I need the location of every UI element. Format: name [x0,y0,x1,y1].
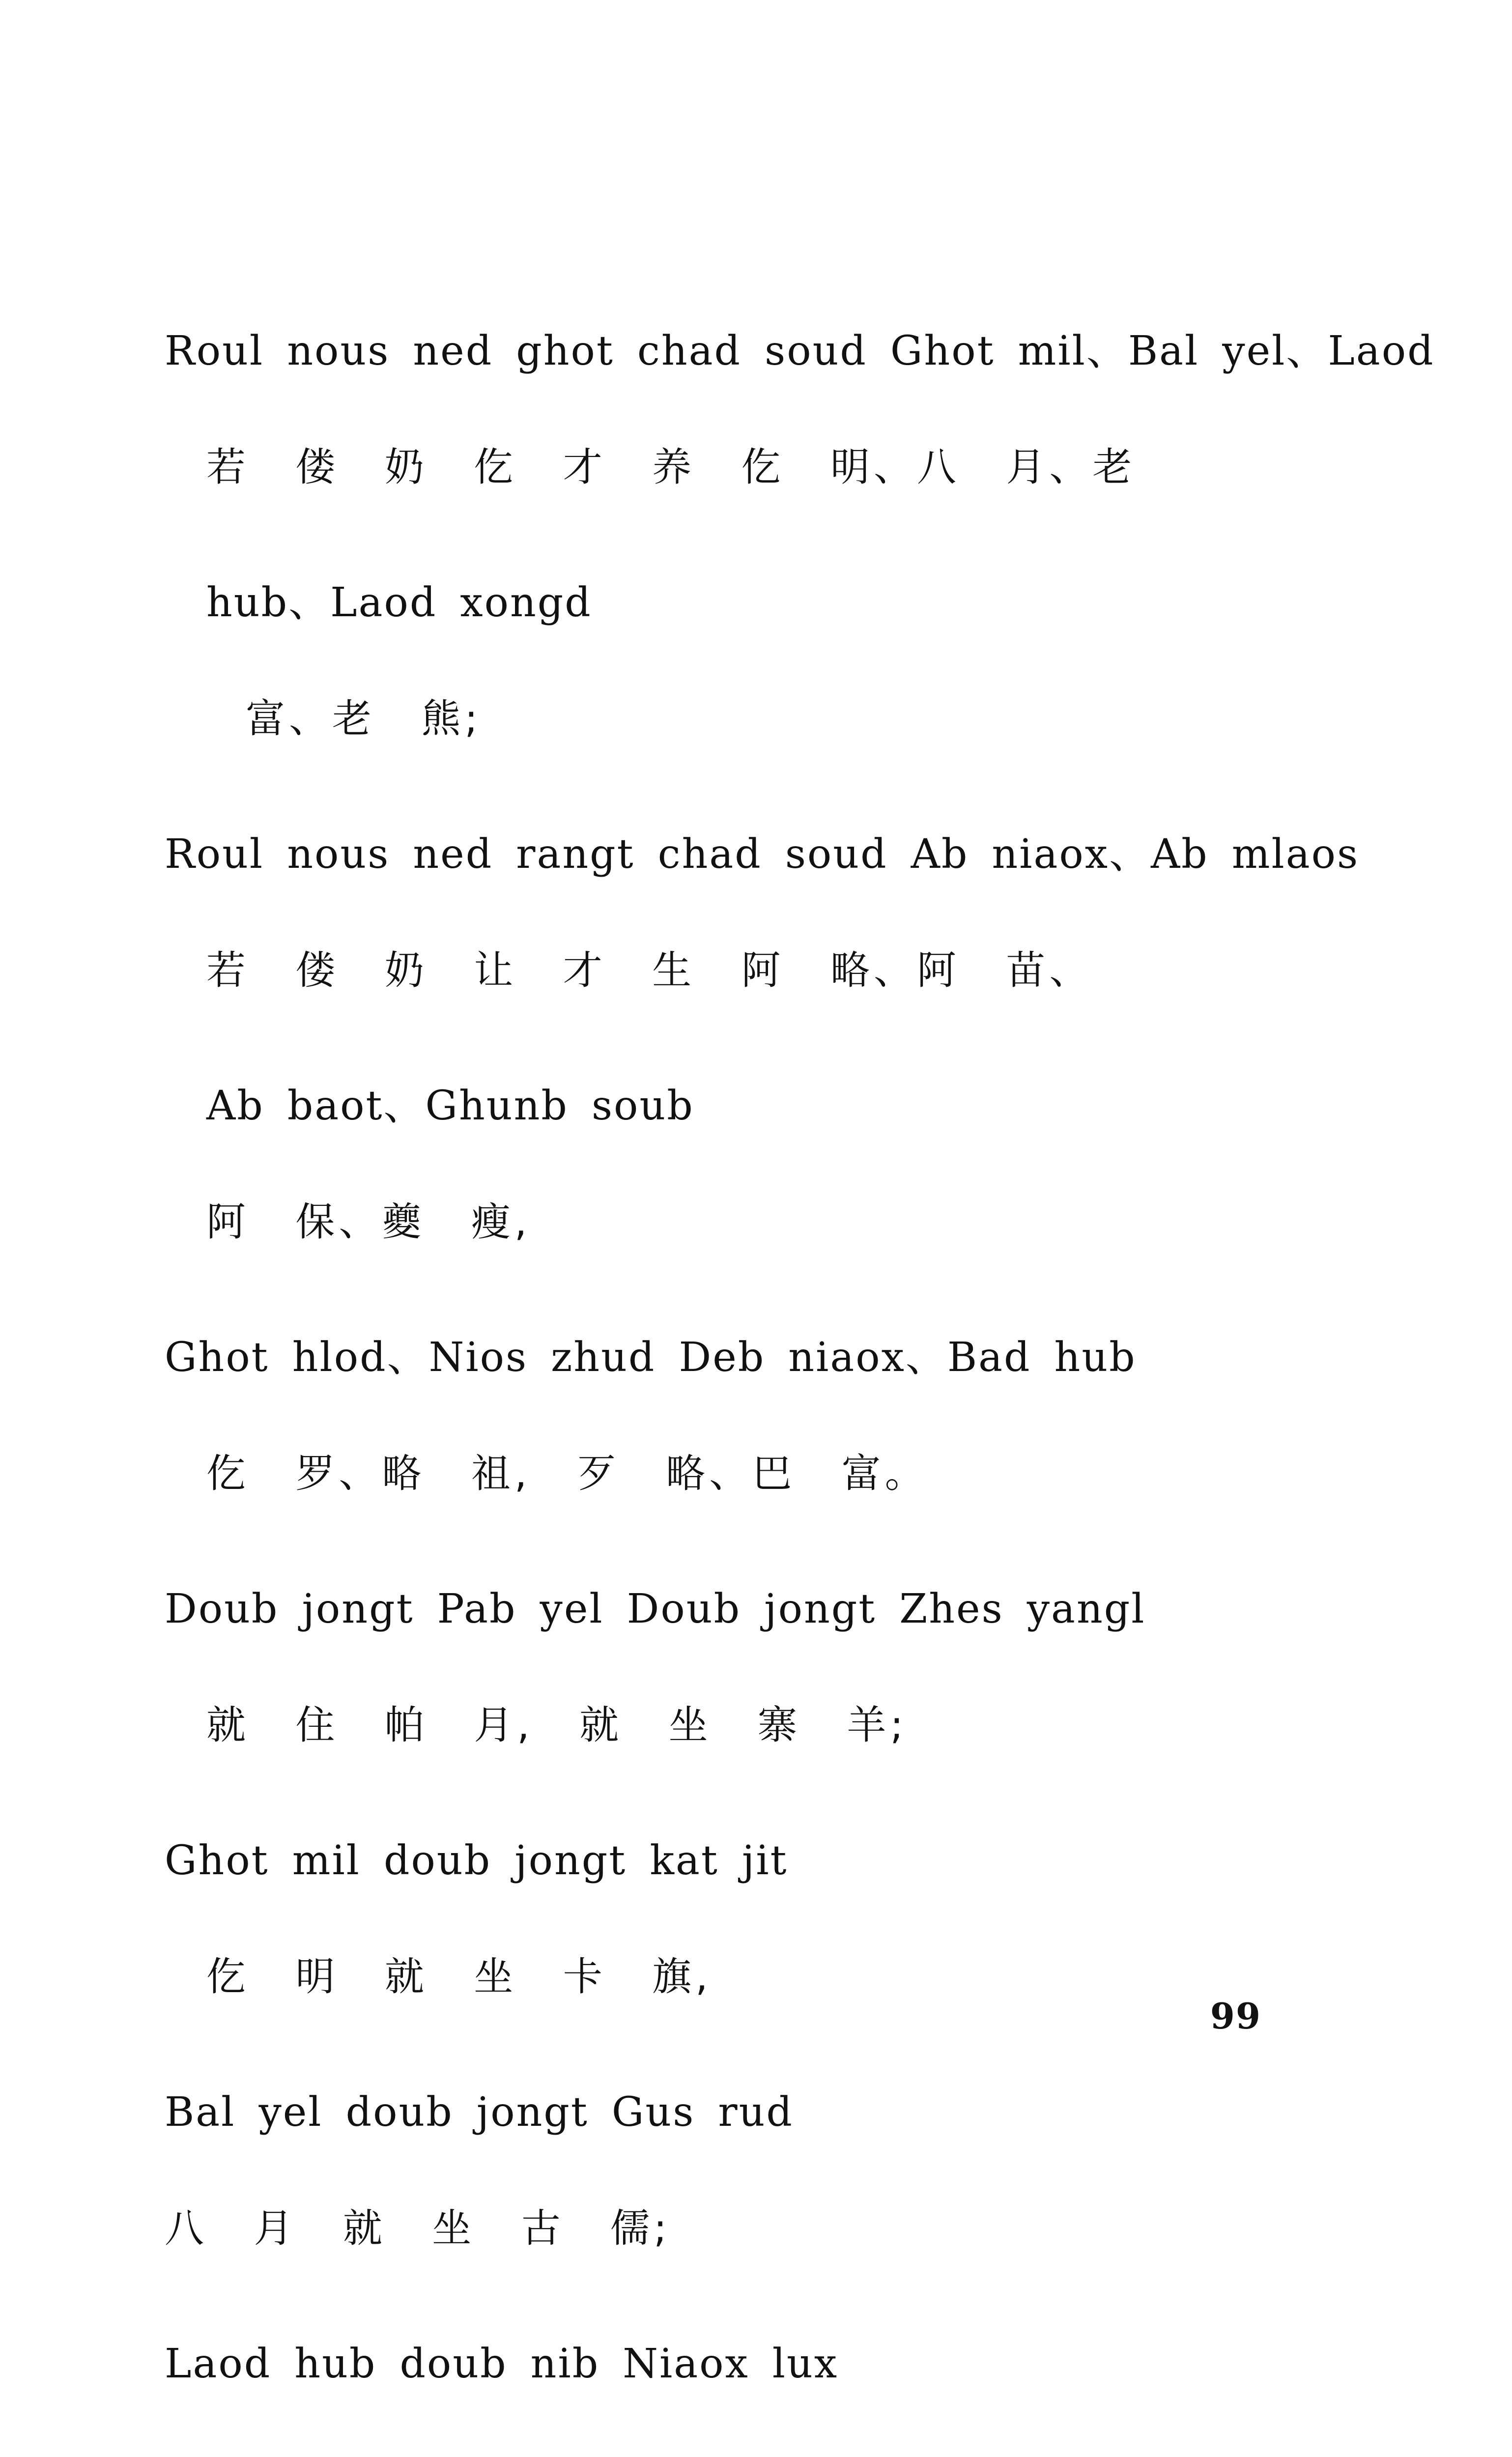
text-line: Roul nous ned rangt chad soud Ab niaox、Ab mlaos [165,831,1360,878]
text-line: Doub jongt Pab yel Doub jongt Zhes yangl [165,1586,1146,1632]
gloss-line: 阿 保、夔 瘦, [206,1199,531,1245]
text-line: Laod hub doub nib Niaox lux [165,2341,839,2387]
text-line: Roul nous ned ghot chad soud Ghot mil、Bal yel、Laod [165,328,1435,374]
text-line: hub、Laod xongd [206,579,592,626]
text-line: Bal yel doub jongt Gus rud [165,2089,794,2136]
gloss-line: 八 月 就 坐 古 儒; [165,2205,671,2251]
text-line: Ghot hlod、Nios zhud Deb niaox、Bad hub [165,1334,1137,1381]
text-body [0,314,1512,2457]
text-line: Ab baot、Ghunb soub [206,1083,694,1129]
gloss-line: 若 偻 奶 让 才 生 阿 略、阿 苗、 [206,947,1093,993]
gloss-line: 富、老 熊; [246,696,482,742]
gloss-line: 仡 明 就 坐 卡 旗, [206,1954,712,2000]
page-number: 99 [1210,1995,1261,2037]
text-line: Ghot mil doub jongt kat jit [165,1837,788,1884]
gloss-line: 就 住 帕 月, 就 坐 寨 羊; [206,1702,908,1748]
gloss-line: 仡 罗、略 祖, 歹 略、巴 富。 [206,1451,928,1496]
gloss-line: 若 偻 奶 仡 才 养 仡 明、八 月、老 [206,444,1136,490]
gloss-line [0,2453,1512,2457]
